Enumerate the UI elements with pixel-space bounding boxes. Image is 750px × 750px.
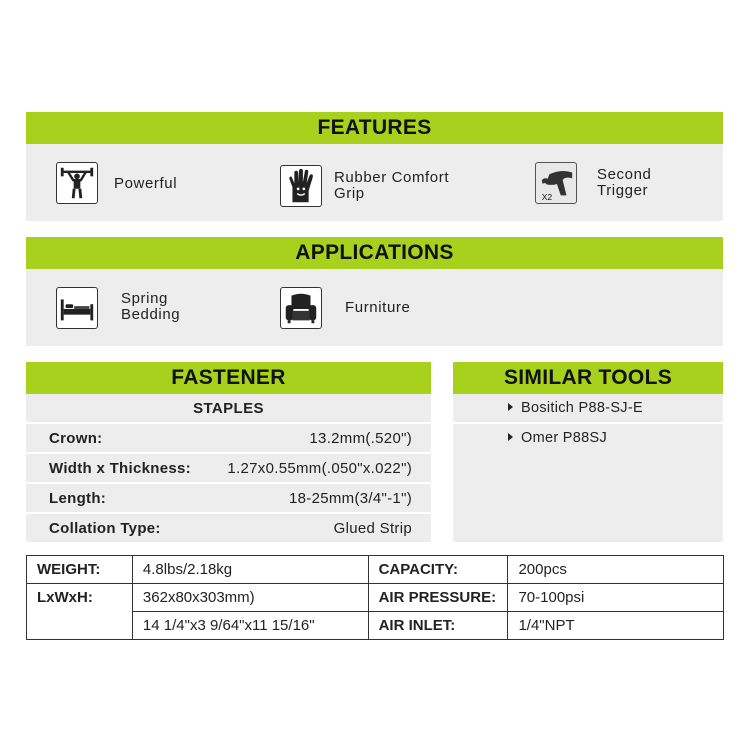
weightlifter-icon — [56, 162, 98, 204]
bed-icon — [56, 287, 98, 329]
specs-table — [26, 555, 724, 640]
table-row — [27, 584, 724, 612]
similar-tools-panel — [453, 394, 723, 542]
similar-tool-item: Omer P88SJ — [508, 430, 607, 446]
length-label: Length: — [49, 490, 107, 507]
length-value: 18-25mm(3/4"-1") — [289, 490, 412, 507]
table-row — [27, 556, 724, 584]
glove-icon — [280, 165, 322, 207]
application-label-furniture: Furniture — [345, 299, 411, 316]
dims-imperial-value: 14 1/4"x3 9/64"x11 15/16" — [132, 612, 368, 640]
triangle-bullet-icon — [508, 403, 513, 411]
similar-tools-divider — [453, 422, 723, 424]
air-inlet-label: AIR INLET: — [368, 612, 508, 640]
feature-label-powerful: Powerful — [114, 175, 178, 192]
trigger-icon — [535, 162, 577, 204]
width-thickness-value: 1.27x0.55mm(.050"x.022") — [227, 460, 412, 477]
collation-type-value: Glued Strip — [333, 520, 412, 537]
fastener-subtitle: STAPLES — [193, 400, 264, 417]
width-thickness-label: Width x Thickness: — [49, 460, 191, 477]
air-inlet-value: 1/4"NPT — [508, 612, 724, 640]
applications-header: APPLICATIONS — [26, 237, 723, 269]
dims-label-continuation — [27, 612, 133, 640]
armchair-icon — [280, 287, 322, 329]
weight-label: WEIGHT: — [27, 556, 133, 584]
similar-tool-item: Bositich P88-SJ-E — [508, 400, 643, 416]
application-label-spring-bedding: Spring Bedding — [121, 290, 181, 323]
table-row — [27, 612, 724, 640]
dims-label: LxWxH: — [27, 584, 133, 612]
crown-label: Crown: — [49, 430, 103, 447]
feature-label-second-trigger: Second Trigger — [597, 166, 652, 199]
capacity-label: CAPACITY: — [368, 556, 508, 584]
fastener-divider — [26, 422, 431, 424]
air-pressure-value: 70-100psi — [508, 584, 724, 612]
features-header: FEATURES — [26, 112, 723, 144]
capacity-value: 200pcs — [508, 556, 724, 584]
similar-tools-header: SIMILAR TOOLS — [453, 362, 723, 394]
dims-metric-value: 362x80x303mm) — [132, 584, 368, 612]
fastener-header: FASTENER — [26, 362, 431, 394]
weight-value: 4.8lbs/2.18kg — [132, 556, 368, 584]
fastener-divider — [26, 452, 431, 454]
fastener-divider — [26, 512, 431, 514]
crown-value: 13.2mm(.520") — [309, 430, 412, 447]
feature-label-rubber-grip: Rubber Comfort Grip — [334, 169, 450, 202]
air-pressure-label: AIR PRESSURE: — [368, 584, 508, 612]
collation-type-label: Collation Type: — [49, 520, 161, 537]
fastener-divider — [26, 482, 431, 484]
x2-badge: X2 — [541, 192, 553, 203]
triangle-bullet-icon — [508, 433, 513, 441]
